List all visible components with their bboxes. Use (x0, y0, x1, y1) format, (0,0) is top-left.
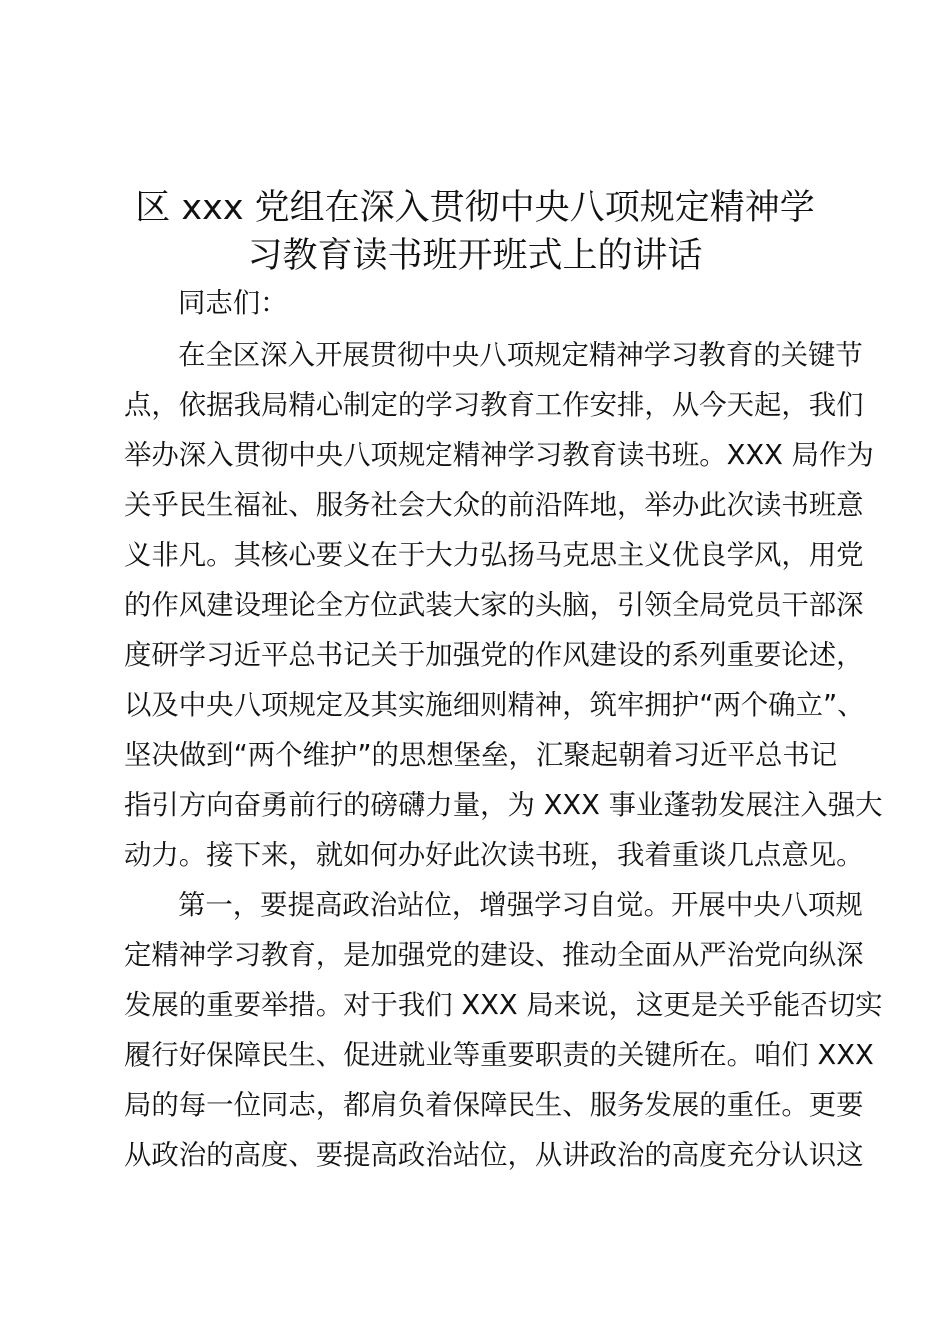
salutation: 同志们： (178, 288, 288, 319)
paragraph-2-line: 局的每一位同志，都肩负着保障民生、服务发展的重任。更要 (124, 1090, 864, 1121)
paragraph-1-line: 举办深入贯彻中央八项规定精神学习教育读书班。XXX 局作为 (124, 440, 874, 471)
paragraph-1-line: 的作风建设理论全方位武装大家的头脑，引领全局党员干部深 (124, 590, 864, 621)
paragraph-1-line: 关乎民生福祉、服务社会大众的前沿阵地，举办此次读书班意 (124, 490, 864, 521)
paragraph-1-line: 义非凡。其核心要义在于大力弘扬马克思主义优良学风，用党 (124, 540, 864, 571)
paragraph-1-line: 以及中央八项规定及其实施细则精神，筑牢拥护“两个确立”、 (124, 690, 865, 721)
paragraph-1-line: 坚决做到“两个维护”的思想堡垒，汇聚起朝着习近平总书记 (124, 740, 838, 771)
paragraph-2-line: 履行好保障民生、促进就业等重要职责的关键所在。咱们 XXX (124, 1040, 874, 1071)
paragraph-1-line: 度研学习近平总书记关于加强党的作风建设的系列重要论述， (124, 640, 864, 671)
paragraph-2-line: 第一，要提高政治站位，增强学习自觉。开展中央八项规 (178, 890, 863, 921)
paragraph-1-line: 点，依据我局精心制定的学习教育工作安排，从今天起，我们 (124, 390, 864, 421)
paragraph-2-line: 从政治的高度、要提高政治站位，从讲政治的高度充分认识这 (124, 1140, 864, 1171)
document-title-line-1: 区 xxx 党组在深入贯彻中央八项规定精神学 (135, 188, 815, 228)
paragraph-1-line: 指引方向奋勇前行的磅礴力量，为 XXX 事业蓬勃发展注入强大 (124, 790, 883, 821)
paragraph-2-line: 发展的重要举措。对于我们 XXX 局来说，这更是关乎能否切实 (124, 990, 883, 1021)
document-title-line-2: 习教育读书班开班式上的讲话 (247, 236, 703, 276)
paragraph-1-line: 在全区深入开展贯彻中央八项规定精神学习教育的关键节 (178, 340, 863, 371)
paragraph-2-line: 定精神学习教育，是加强党的建设、推动全面从严治党向纵深 (124, 940, 864, 971)
paragraph-1-line: 动力。接下来，就如何办好此次读书班，我着重谈几点意见。 (124, 840, 864, 871)
